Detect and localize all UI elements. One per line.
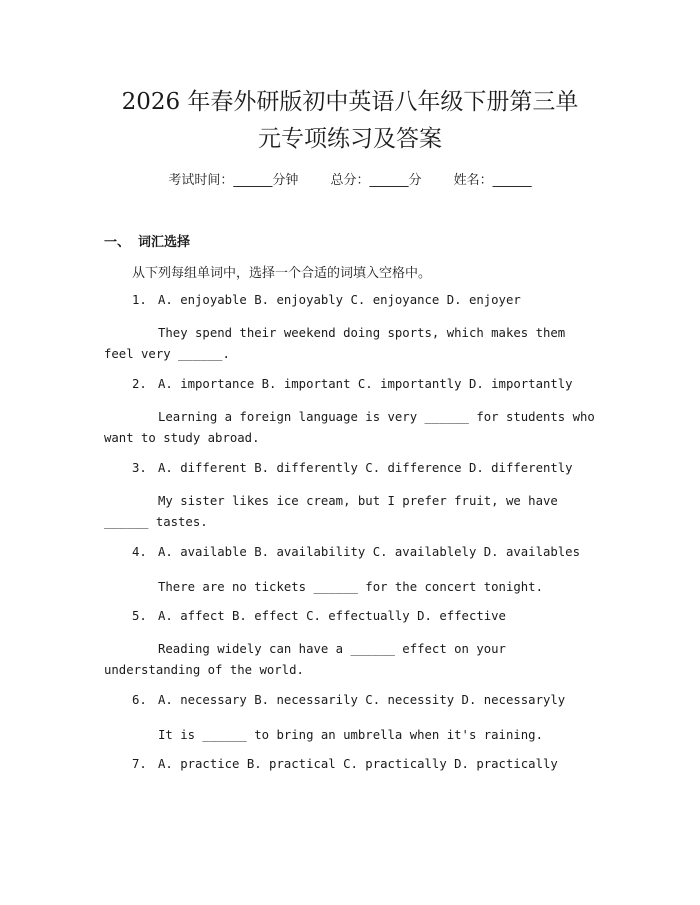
question-number: 2. xyxy=(132,377,147,391)
question-options: 3. A. different B. differently C. difference D. differently xyxy=(132,461,573,475)
section-instruction: 从下列每组单词中，选择一个合适的词填入空格中。 xyxy=(132,266,432,281)
question-sentence: It is ______ to bring an umbrella when it's raining. xyxy=(158,728,543,742)
question-number: 4. xyxy=(132,545,147,559)
question-options: 6. A. necessary B. necessarily C. necessity D. necessaryly xyxy=(132,693,566,707)
section-heading xyxy=(104,231,190,250)
exam-time: 考试时间：______分钟 xyxy=(168,173,299,188)
section-number: 一、 xyxy=(104,235,131,250)
question-options: 2. A. importance B. important C. importantly D. importantly xyxy=(132,377,573,391)
question-number: 6. xyxy=(132,693,147,707)
question-options: 4. A. available B. availability C. availablely D. availables xyxy=(132,545,580,559)
question-number: 7. xyxy=(132,757,147,771)
question-sentence: Learning a foreign language is very ______ for students who want to study abroad. xyxy=(104,410,595,445)
exam-total-score: 总分：______分 xyxy=(330,173,422,188)
question-options: 5. A. affect B. effect C. effectually D. effective xyxy=(132,609,506,623)
document-title xyxy=(60,84,640,158)
question-number: 3. xyxy=(132,461,147,475)
question-sentence: They spend their weekend doing sports, which makes them feel very ______. xyxy=(104,326,566,361)
title-line-2: 元专项练习及答案 xyxy=(258,126,442,152)
question-number: 1. xyxy=(132,293,147,307)
question-sentence: Reading widely can have a ______ effect on your understanding of the world. xyxy=(104,642,506,677)
student-name: 姓名：______ xyxy=(453,173,532,188)
question-sentence: There are no tickets ______ for the concert tonight. xyxy=(158,580,543,594)
title-line-1: 2026 年春外研版初中英语八年级下册第三单 xyxy=(121,89,579,115)
section-title: 词汇选择 xyxy=(138,235,191,250)
question-number: 5. xyxy=(132,609,147,623)
question-options: 1. A. enjoyable B. enjoyably C. enjoyance D. enjoyer xyxy=(132,293,521,307)
question-options: 7. A. practice B. practical C. practically D. practically xyxy=(132,757,558,771)
exam-info xyxy=(0,169,700,188)
question-sentence: My sister likes ice cream, but I prefer fruit, we have ______ tastes. xyxy=(104,494,558,529)
